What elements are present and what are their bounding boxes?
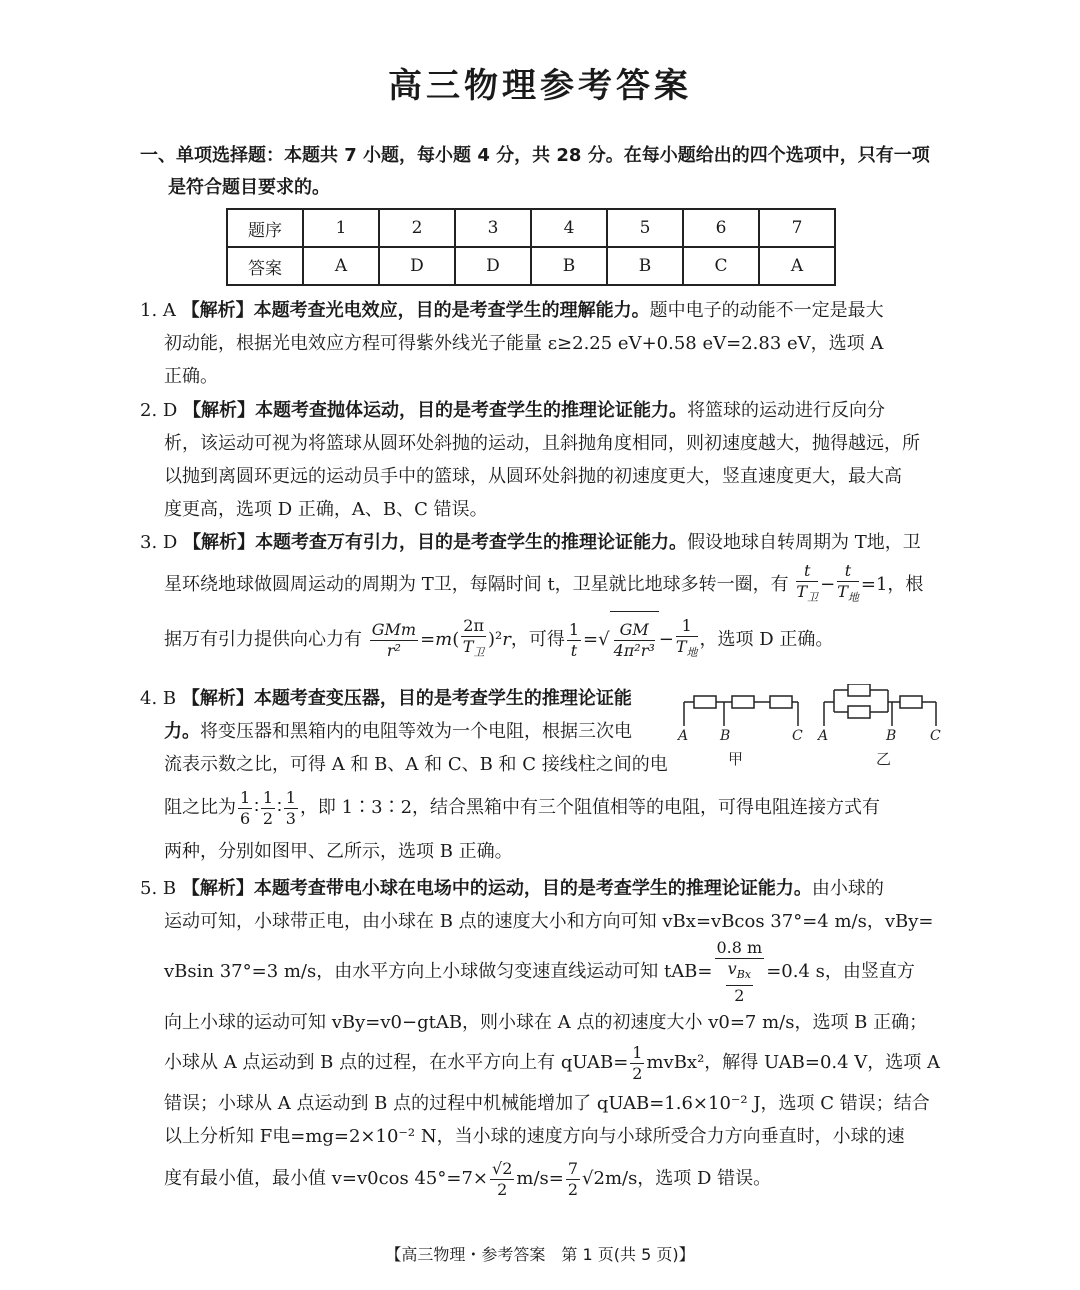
q4-frac-1-2: $\frac{1}{2}$ — [262, 787, 274, 828]
q3-line2-text: 星环绕地球做圆周运动的周期为 T卫，每隔时间 t，卫星就比地球多转一圈，有 — [164, 574, 789, 595]
q3-line3-mid: ，可得 — [510, 629, 565, 650]
q4-line5: 两种，分别如图甲、乙所示，选项 B 正确。 — [164, 841, 513, 862]
table-cell: 1 — [303, 209, 379, 247]
q2-bold: 本题考查抛体运动，目的是考查学生的推理论证能力。 — [255, 400, 688, 421]
q4-frac-1-3: $\frac{1}{3}$ — [285, 787, 296, 828]
table-row-label: 题序 — [227, 209, 303, 247]
question-1 — [140, 294, 940, 393]
q1-line1 — [140, 294, 940, 327]
jia-node-c: C — [792, 728, 803, 744]
table-cell: B — [531, 247, 607, 285]
section-heading-line2: 是符合题目要求的。 — [168, 177, 330, 198]
q4-line4-text: 阻之比为 — [164, 797, 236, 818]
table-row-answers — [227, 247, 835, 285]
q5-line3-text: vBsin 37°=3 m/s，由水平方向上小球做匀变速直线运动可知 tAB= — [164, 961, 713, 983]
q2-tag: 【解析】 — [183, 400, 256, 421]
q5-line5-text: 小球从 A 点运动到 B 点的过程，在水平方向上有 qUAB= — [164, 1052, 629, 1074]
table-cell: D — [379, 247, 455, 285]
q5-line7: 以上分析知 F电=mg=2×10⁻² N，当小球的速度方向与小球所受合力方向垂直时，小球的速 — [164, 1126, 905, 1148]
q5-line2: 运动可知，小球带正电，由小球在 B 点的速度大小和方向可知 vBx=vBcos 37°=4 m/s，vBy= — [164, 911, 934, 932]
q5-frac-half: $\frac{1}{2}$ — [632, 1042, 643, 1083]
q3-frac-t-tw: $\frac{t}{T_卫}$ — [796, 561, 819, 605]
q5-line8-end: m/s，选项 D 错误。 — [604, 1168, 772, 1190]
q1-bold: 本题考查光电效应，目的是考查学生的理解能力。 — [253, 300, 650, 321]
table-cell: A — [303, 247, 379, 285]
table-cell: 7 — [759, 209, 835, 247]
q3-frac-gmm: $\frac{\text{GMm}}{\text{r²}}$ — [371, 619, 417, 660]
table-cell: 3 — [455, 209, 531, 247]
circuit-yi — [824, 684, 936, 726]
page-footer: 【高三物理・参考答案 第 1 页(共 5 页)】 — [385, 1245, 695, 1264]
q4-tag: 【解析】 — [181, 688, 254, 709]
q4-line3: 流表示数之比，可得 A 和 B、A 和 C、B 和 C 接线柱之间的电 — [164, 754, 668, 775]
figure-label-yi: 乙 — [876, 750, 892, 768]
section-heading-line1: 一、单项选择题：本题共 7 小题，每小题 4 分，共 28 分。在每小题给出的四个选项中，只有一项 — [140, 145, 930, 166]
q5-text: 由小球的 — [811, 878, 884, 899]
q5-line8-text: 度有最小值，最小值 v=v0cos 45°=7× — [164, 1168, 488, 1190]
q3-text: 假设地球自转周期为 T地，卫 — [687, 532, 921, 553]
q5-tag: 【解析】 — [181, 878, 254, 899]
table-cell: 2 — [379, 209, 455, 247]
q4-line4: 阻之比为 $\frac{1}{6}$ ∶ $\frac{1}{2}$ ∶ $\frac{1}{3}$ ，即 1∶3∶2，结合黑箱中有三个阻值相等的电阻，可得电阻连接方式有 — [164, 787, 881, 828]
q5-line6: 错误；小球从 A 点运动到 B 点的过程中机械能增加了 qUAB=1.6×10⁻² J，选项 C 错误；结合 — [164, 1093, 930, 1115]
table-cell: 4 — [531, 209, 607, 247]
q5-bold: 本题考查带电小球在电场中的运动，目的是考查学生的推理论证能力。 — [253, 878, 812, 899]
q5-line5 — [140, 1039, 940, 1087]
answer-table — [226, 208, 836, 286]
q3-line3-end: ，选项 D 正确。 — [699, 629, 834, 650]
section-heading — [140, 140, 940, 204]
q5-line5-end: mvBx²，解得 UAB=0.4 V，选项 A — [646, 1052, 941, 1074]
q1-line3: 正确。 — [164, 366, 218, 387]
question-3 — [140, 526, 940, 668]
table-cell: B — [607, 247, 683, 285]
q1-number: 1. A — [140, 300, 176, 321]
q3-tag: 【解析】 — [183, 532, 256, 553]
q4-bold1: 本题考查变压器，目的是考查学生的推理论证能 — [253, 688, 632, 709]
q4-line4-end: ，即 1∶3∶2，结合黑箱中有三个阻值相等的电阻，可得电阻连接方式有 — [299, 797, 881, 818]
circuit-jia — [684, 696, 798, 726]
q2-line4: 度更高，选项 D 正确，A、B、C 错误。 — [164, 499, 488, 520]
circuit-diagrams — [676, 684, 946, 774]
q5-line1 — [140, 872, 940, 905]
q3-line1 — [140, 526, 940, 559]
q3-frac-2pi: $\frac{2\pi}{T_卫}$ — [462, 616, 485, 660]
question-2 — [140, 394, 940, 526]
q3-line2: 星环绕地球做圆周运动的周期为 T卫，每隔时间 t，卫星就比地球多转一圈，有 $\frac{t}{T_卫}$ − $\frac{t}{T_地}$ =1，根 — [140, 559, 940, 611]
q1-tag: 【解析】 — [181, 300, 254, 321]
table-cell: C — [683, 247, 759, 285]
q2-number: 2. D — [140, 400, 178, 421]
q4-line2-text: 将变压器和黑箱内的电阻等效为一个电阻，根据三次电 — [200, 721, 632, 742]
q5-frac-sqrt2-2: $\frac{√2}{2}$ — [492, 1158, 513, 1199]
table-row-numbers — [227, 209, 835, 247]
yi-node-c: C — [930, 728, 941, 744]
q3-bold: 本题考查万有引力，目的是考查学生的推理论证能力。 — [255, 532, 688, 553]
q4-bold2: 力。 — [164, 721, 200, 742]
jia-node-a: A — [678, 728, 689, 744]
q5-line3-end: =0.4 s，由竖直方 — [766, 961, 915, 983]
table-row-label: 答案 — [227, 247, 303, 285]
table-cell: A — [759, 247, 835, 285]
q3-frac-1td: $\frac{1}{T_地}$ — [675, 616, 698, 660]
q5-frac-7-2: $\frac{7}{2}$ — [567, 1158, 579, 1199]
page-title: 高三物理参考答案 — [388, 66, 692, 106]
yi-node-a: A — [818, 728, 829, 744]
q3-line2-end: =1，根 — [860, 574, 924, 595]
table-cell: 5 — [607, 209, 683, 247]
q1-text: 题中电子的动能不一定是最大 — [649, 300, 884, 321]
q3-sqrt: $\frac{GM}{\text{4π²r³}}$ — [610, 611, 659, 668]
q2-line3: 以抛到离圆环更远的运动员手中的篮球，从圆环处斜抛的初速度更大，竖直速度更大，最大高 — [164, 466, 902, 487]
q5-line3 — [140, 938, 940, 1006]
q3-line3: 据万有引力提供向心力有 $\frac{\text{GMm}}{\text{r²}}$ =m( $\frac{2\pi}{T_卫}$ )²r，可得 $\frac{1}{t}$ =√ $\frac{GM}{\text{4π²r³}}$ − $\frac{1}{T_地}$ ，选项 D 正确。 — [140, 611, 940, 668]
q3-frac-1t: $\frac{1}{t}$ — [568, 619, 580, 660]
figure-label-jia: 甲 — [728, 750, 744, 768]
q5-line4: 向上小球的运动可知 vBy=v0−gtAB，则小球在 A 点的初速度大小 v0=7 m/s，选项 B 正确； — [164, 1012, 928, 1034]
q2-text: 将篮球的运动进行反向分 — [687, 400, 886, 421]
q3-line3-text: 据万有引力提供向心力有 — [164, 629, 362, 650]
q5-line8: 度有最小值，最小值 v=v0cos 45°=7× $\frac{√2}{2}$ m/s= $\frac{7}{2}$ √2m/s，选项 D 错误。 — [164, 1158, 772, 1199]
q5-frac-tab: $\frac{0.8 m}{\frac{v_{Bx}}{2}}$ — [716, 938, 763, 1006]
question-5 — [140, 872, 940, 1205]
table-cell: D — [455, 247, 531, 285]
yi-node-b: B — [886, 728, 897, 744]
q2-line2: 析，该运动可视为将篮球从圆环处斜抛的运动，且斜抛角度相同，则初速度越大，抛得越远，所 — [164, 433, 920, 454]
table-cell: 6 — [683, 209, 759, 247]
q5-line8-mid: m/s= — [516, 1168, 564, 1190]
q3-number: 3. D — [140, 532, 178, 553]
q2-line1 — [140, 394, 940, 427]
q4-number: 4. B — [140, 688, 177, 709]
q4-frac-1-6: $\frac{1}{6}$ — [240, 787, 251, 828]
q3-frac-t-td: $\frac{t}{T_地}$ — [837, 561, 859, 605]
jia-node-b: B — [720, 728, 731, 744]
q5-number: 5. B — [140, 878, 177, 899]
q1-line2: 初动能，根据光电效应方程可得紫外线光子能量 ε≥2.25 eV+0.58 eV=2.83 eV，选项 A — [164, 333, 884, 354]
